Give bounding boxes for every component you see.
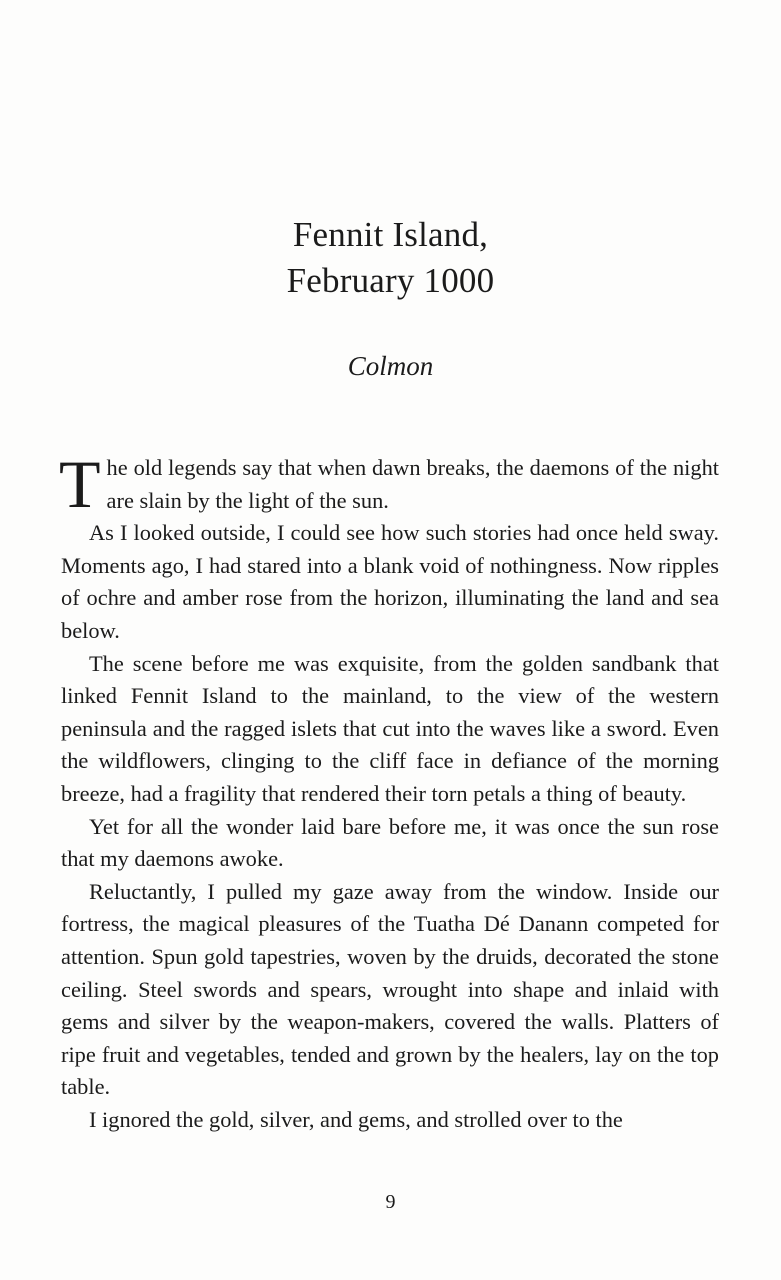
paragraph-1 bbox=[59, 446, 719, 522]
chapter-title-line-2: February 1000 bbox=[286, 261, 495, 300]
paragraph-4: Yet for all the wonder laid bare before me, it was once the sun rose that my daemons awoke. bbox=[61, 813, 719, 872]
paragraph-5: Reluctantly, I pulled my gaze away from the window. Inside our fortress, the magical pleasures of the Tuatha Dé Danann competed for attention. Spun gold tapestries, woven by the druids, decorated the stone ceiling. Steel swords and spears, wrought into shape and inlaid with gems and silver by the weapon-makers, covered the walls. Platters of ripe fruit and vegetables, tended and grown by the healers, lay on the top table. bbox=[61, 878, 719, 1100]
narrator-name: Colmon bbox=[347, 351, 434, 381]
page-number: 9 bbox=[385, 1191, 396, 1213]
chapter-title-line-1: Fennit Island, bbox=[292, 215, 489, 254]
paragraph-3: The scene before me was exquisite, from the golden sandbank that linked Fennit Island to the mainland, to the view of the western peninsula and the ragged islets that cut into the waves like a sword. Even the wildflowers, clinging to the cliff face in defiance of the morning breeze, had a fragility that rendered their torn petals a thing of beauty. bbox=[61, 650, 719, 806]
body-text bbox=[59, 446, 719, 1136]
paragraph-2: As I looked outside, I could see how such stories had once held sway. Moments ago, I had stared into a blank void of nothingness. Now ripples of ochre and amber rose from the horizon, illuminating the land and sea below. bbox=[61, 520, 719, 643]
paragraph-1-text: he old legends say that when dawn breaks, the daemons of the night are slain by the light of the sun. bbox=[106, 455, 719, 513]
chapter-title bbox=[0, 212, 781, 304]
drop-cap: T bbox=[59, 446, 101, 522]
paragraph-6: I ignored the gold, silver, and gems, and strolled over to the bbox=[89, 1106, 623, 1132]
